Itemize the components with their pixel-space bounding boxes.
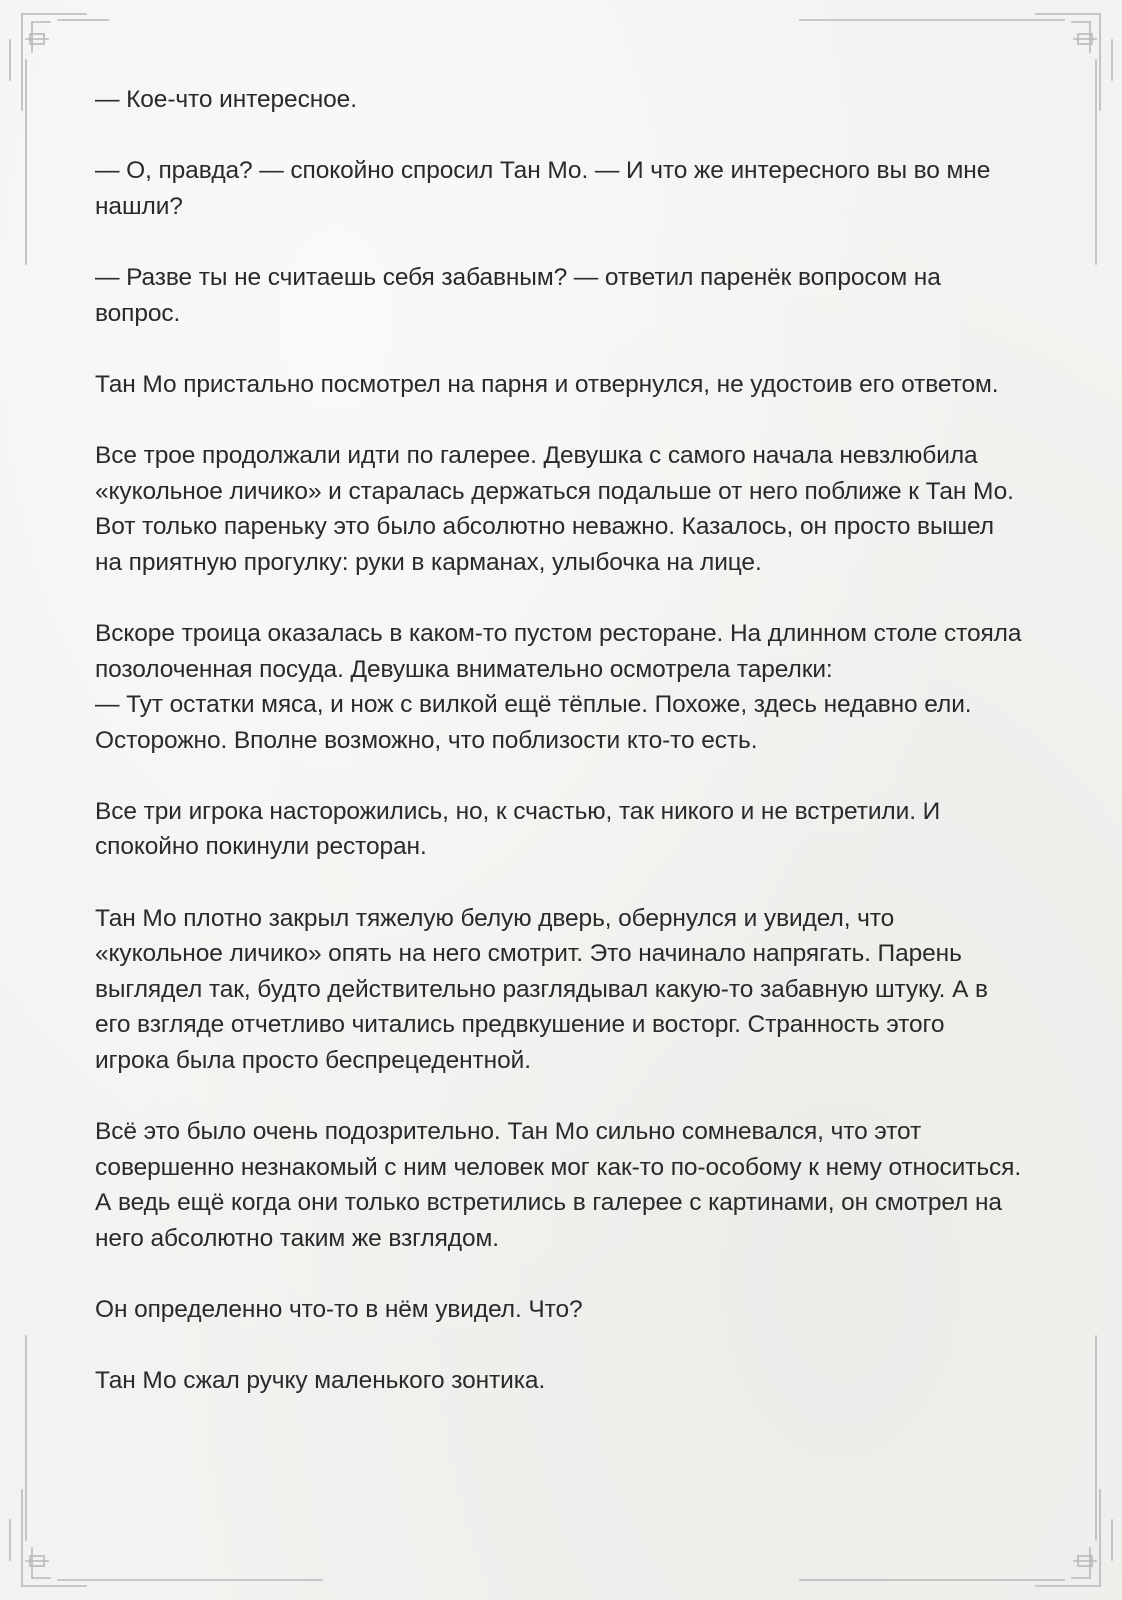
story-text <box>95 82 1025 1435</box>
paragraph: Он определенно что-то в нём увидел. Что? <box>95 1296 583 1324</box>
paragraph: — Разве ты не считаешь себя забавным? — ответил паренёк вопросом на вопрос. <box>95 263 941 327</box>
paragraph: Тан Мо сжал ручку маленького зонтика. <box>95 1367 546 1395</box>
paragraph: Все три игрока насторожились, но, к счастью, так никого и не встретили. И спокойно покинули ресторан. <box>95 797 941 861</box>
paragraph: Тан Мо пристально посмотрел на парня и отвернулся, не удостоив его ответом. <box>95 370 999 398</box>
paragraph: — О, правда? — спокойно спросил Тан Мо. — И что же интересного вы во мне нашли? <box>95 157 991 220</box>
paragraph: — Кое-что интересное. <box>95 86 357 113</box>
paragraph: Всё это было очень подозрительно. Тан Мо сильно сомневался, что этот совершенно незнакомый с ним человек мог как-то по-особому к нему относиться. А ведь ещё когда они только встретились в галерее с картинами, он смотрел на него абсолютно таким же взглядом. <box>95 1118 1022 1252</box>
paragraph: Все трое продолжали идти по галерее. Девушка с самого начала невзлюбила «кукольное личико» и старалась держаться подальше от него поближе к Тан Мо. Вот только пареньку это было абсолютно неважно. Казалось, он просто вышел на приятную прогулку: руки в карманах, улыбочка на лице. <box>95 441 1014 576</box>
paragraph: Вскоре троица оказалась в каком-то пустом ресторане. На длинном столе стояла позолоченная посуда. Девушка внимательно осмотрела тарелки: — Тут остатки мяса, и нож с вилкой ещё тёплые. Похоже, здесь недавно ели. Осторожно. Вполне возможно, что поблизости кто-то есть. <box>95 619 1022 754</box>
paragraph: Тан Мо плотно закрыл тяжелую белую дверь, обернулся и увидел, что «кукольное личико» опять на него смотрит. Это начинало напрягать. Парень выглядел так, будто действительно разглядывал какую-то забавную штуку. А в его взгляде отчетливо читались предвкушение и восторг. Странность этого игрока была просто беспрецедентной. <box>95 904 988 1075</box>
